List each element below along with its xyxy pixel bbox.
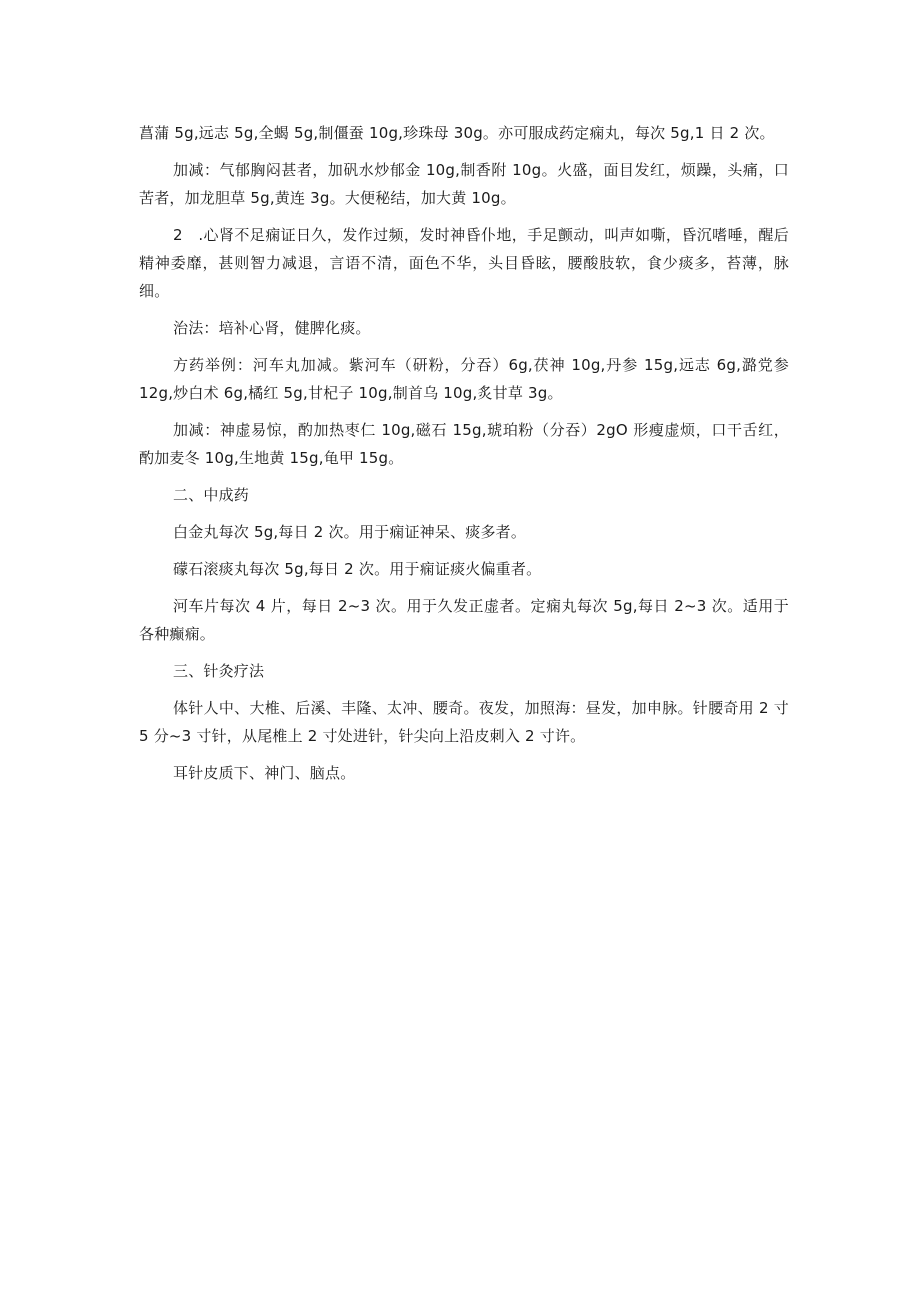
paragraph-body-acupuncture: 体针人中、大椎、后溪、丰隆、太冲、腰奇。夜发，加照海：昼发，加申脉。针腰奇用 2 寸 5 分~3 寸针，从尾椎上 2 寸处进针，针尖向上沿皮刺入 2 寸许。 (139, 699, 789, 745)
paragraph-baijin-pill: 白金丸每次 5g,每日 2 次。用于痫证神呆、痰多者。 (173, 523, 527, 541)
paragraph-modifications-1: 加减：气郁胸闷甚者，加矾水炒郁金 10g,制香附 10g。火盛，面目发红，烦躁，头痛，口苦者，加龙胆草 5g,黄连 3g。大便秘结，加大黄 10g。 (139, 161, 789, 207)
paragraph-heche-tablet: 河车片每次 4 片，每日 2~3 次。用于久发正虚者。定痫丸每次 5g,每日 2~3 次。适用于各种癫痫。 (139, 597, 789, 643)
paragraph-prescription-example: 方药举例：河车丸加减。紫河车（研粉，分吞）6g,茯神 10g,丹参 15g,远志 6g,潞党参 12g,炒白术 6g,橘红 5g,甘杞子 10g,制首乌 10g,炙甘草 3g。 (139, 356, 789, 402)
section-heading-acupuncture: 三、针灸疗法 (173, 662, 265, 680)
paragraph-heart-kidney-deficiency: 2 .心肾不足痫证日久，发作过频，发时神昏仆地，手足颤动，叫声如嘶，昏沉嗜唾，醒后精神委靡，甚则智力减退，言语不清，面色不华，头目昏眩，腰酸肢软，食少痰多，苔薄，脉细。 (139, 226, 789, 300)
document-body (139, 119, 789, 796)
section-heading-patent-medicine: 二、中成药 (173, 486, 250, 504)
paragraph-herbs-continued: 菖蒲 5g,远志 5g,全蝎 5g,制僵蚕 10g,珍珠母 30g。亦可服成药定痫丸，每次 5g,1 日 2 次。 (139, 124, 775, 142)
paragraph-ear-acupuncture: 耳针皮质下、神门、脑点。 (173, 764, 356, 782)
paragraph-treatment-method: 治法：培补心肾，健脾化痰。 (173, 319, 371, 337)
paragraph-mengshi-pill: 礞石滚痰丸每次 5g,每日 2 次。用于痫证痰火偏重者。 (173, 560, 542, 578)
paragraph-modifications-2: 加减：神虚易惊，酌加热枣仁 10g,磁石 15g,琥珀粉（分吞）2gO 形瘦虚烦，口干舌红，酌加麦冬 10g,生地黄 15g,龟甲 15g。 (139, 421, 789, 467)
